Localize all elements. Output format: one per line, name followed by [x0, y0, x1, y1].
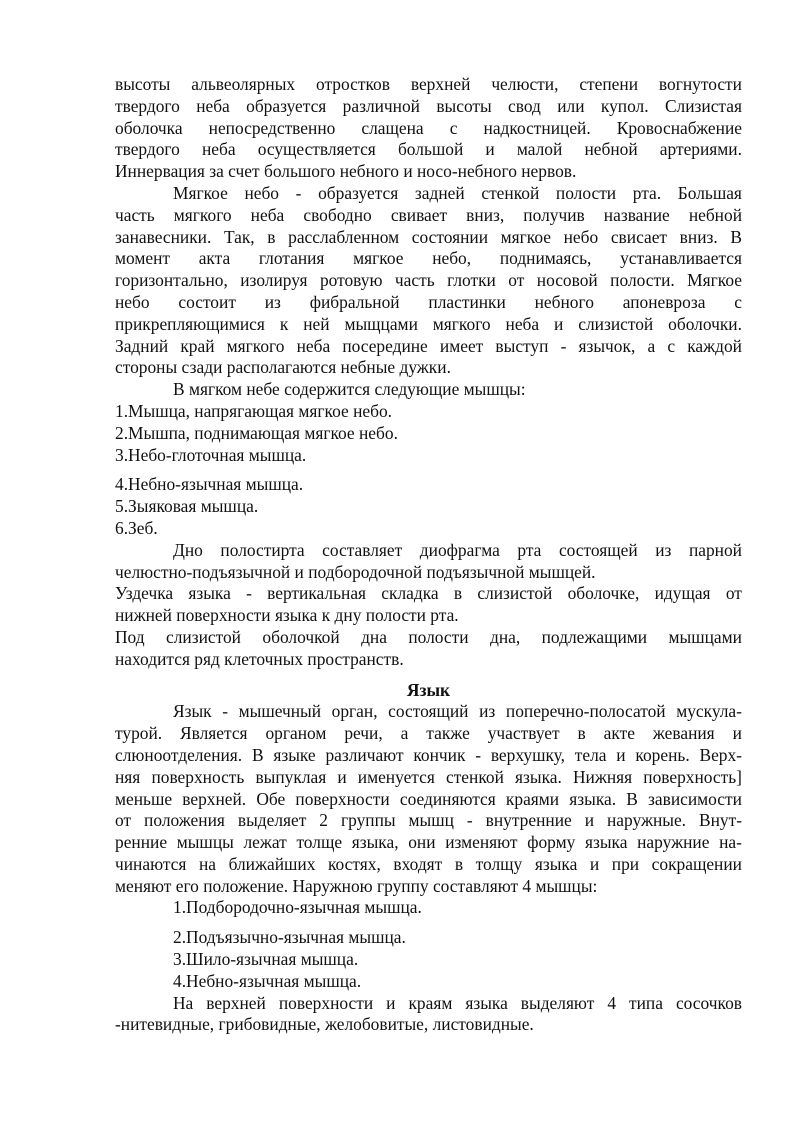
list-item: 2.Подъязычно-язычная мышца. [173, 927, 406, 948]
list-item: 4.Небно-язычная мышца. [115, 474, 304, 495]
list-item: 5.Зыяковая мышца. [115, 496, 259, 517]
text-line: часть мягкого неба свободно свивает вниз, получив название небной [115, 204, 742, 225]
list-item: 3.Шило-язычная мышца. [173, 949, 359, 970]
text-column [115, 74, 742, 1036]
list-item: 3.Небо-глоточная мышца. [115, 444, 307, 465]
list-item: 1.Подбородочно-язычная мышца. [173, 897, 422, 918]
text-line: -нитевидные, грибовидные, желобовитые, листовидные. [115, 1014, 534, 1035]
text-line: На верхней поверхности и краям языка выделяют 4 типа сосочков [173, 992, 742, 1013]
text-line: небо состоит из фибральной пластинки небного апоневроза с [115, 291, 742, 312]
text-line: Язык - мышечный орган, состоящий из поперечно-полосатой мускула- [173, 701, 742, 722]
text-line: Иннервация за счет большого небного и носо-небного нервов. [115, 161, 577, 182]
text-line: твердого неба образуется различной высоты свод или купол. Слизистая [115, 95, 742, 116]
list-item: 6.Зеб. [115, 517, 158, 538]
text-line: турой. Является органом речи, а также участвует в акте жевания и [115, 723, 742, 744]
list-item: 2.Мышпа, поднимающая мягкое небо. [115, 422, 398, 443]
text-line: слюноотделения. В языке различают кончик - верхушку, тела и корень. Верх- [115, 744, 742, 765]
text-line: В мягком небе содержится следующие мышцы: [173, 379, 526, 400]
text-line: от положения выделяет 2 группы мышц - внутренние и наружные. Внут- [115, 810, 742, 831]
text-line: прикрепляющимися к ней мыщцами мягкого неба и слизистой оболочки. [115, 313, 742, 334]
text-line: горизонтально, изолируя ротовую часть глотки от носовой полости. Мягкое [115, 270, 742, 291]
text-line: ренние мышцы лежат толще языка, они изменяют форму языка наружние на- [115, 832, 742, 853]
text-line: занавесники. Так, в расслабленном состоянии мягкое небо свисает вниз. В [115, 226, 742, 247]
section-heading: Язык [406, 679, 451, 700]
text-line: момент акта глотания мягкое небо, поднимаясь, устанавливается [115, 248, 742, 269]
text-line: Мягкое небо - образуется задней стенкой полости рта. Большая [173, 182, 742, 203]
text-line: чинаются на ближайших костях, входят в толщу языка и при сокращении [115, 853, 742, 874]
text-line: нижней поверхности языка к дну полости рта. [115, 605, 459, 626]
text-line: меняют его положение. Наружною группу составляют 4 мышцы: [115, 875, 598, 896]
list-item: 1.Мышца, напрягающая мягкое небо. [115, 400, 392, 421]
text-line: Под слизистой оболочкой дна полости дна, подлежащими мышцами [115, 626, 742, 647]
text-line: находится ряд клеточных пространств. [115, 648, 404, 669]
list-item: 4.Небно-язычная мышца. [173, 970, 362, 991]
text-line: няя поверхность выпуклая и именуется стенкой языка. Нижняя поверхность] [115, 766, 742, 787]
text-line: меньше верхней. Обе поверхности соединяются краями языка. В зависимости [115, 788, 742, 809]
text-line: твердого неба осуществляется большой и малой небной артериями. [115, 139, 742, 160]
text-line: Задний край мягкого неба посередине имеет выступ - язычок, а с каждой [115, 335, 742, 356]
text-line: высоты альвеолярных отростков верхней челюсти, степени вогнутости [115, 74, 742, 94]
text-line: челюстно-подъязычной и подбородочной подъязычной мышцей. [115, 561, 596, 582]
text-line: Дно полостирта составляет диофрагма рта состоящей из парной [173, 539, 742, 560]
text-line: Уздечка языка - вертикальная складка в слизистой оболочке, идущая от [115, 583, 742, 604]
text-line: оболочка непосредственно слащена с надкостницей. Кровоснабжение [115, 117, 742, 138]
text-line: стороны сзади располагаются небные дужки. [115, 357, 451, 378]
